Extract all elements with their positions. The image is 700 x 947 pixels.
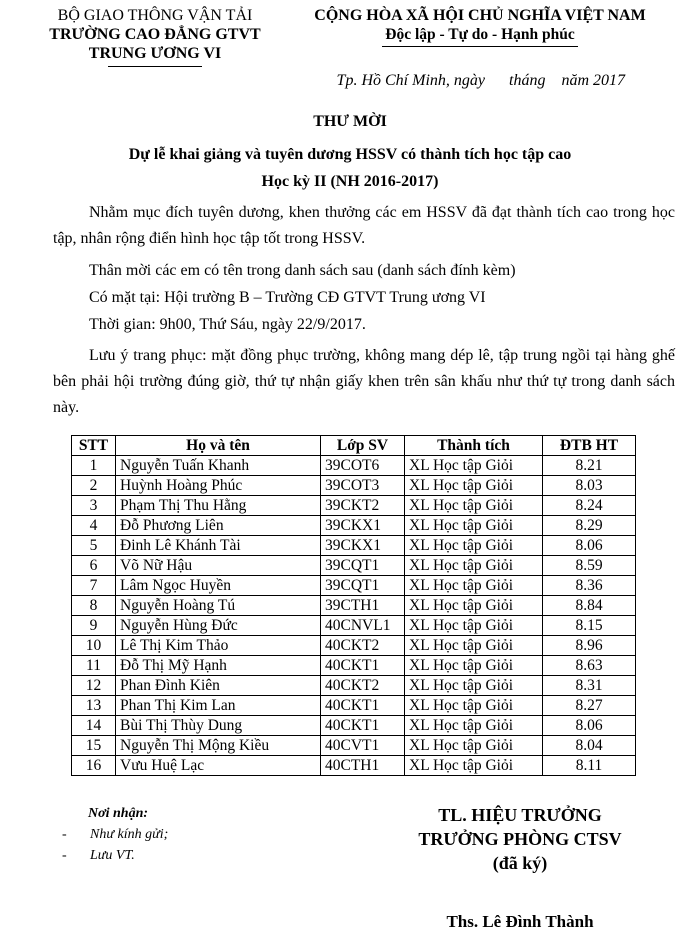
cell-gpa: 8.27	[543, 696, 636, 716]
recipient-item: - Lưu VT.	[62, 848, 135, 863]
cell-achievement: XL Học tập Giỏi	[405, 496, 543, 516]
cell-name: Nguyễn Hùng Đức	[116, 616, 321, 636]
cell-achievement: XL Học tập Giỏi	[405, 656, 543, 676]
header-name: Họ và tên	[116, 436, 321, 456]
cell-gpa: 8.63	[543, 656, 636, 676]
table-body	[72, 456, 636, 776]
cell-achievement: XL Học tập Giỏi	[405, 516, 543, 536]
cell-class: 39COT6	[321, 456, 405, 476]
cell-achievement: XL Học tập Giỏi	[405, 636, 543, 656]
cell-stt: 15	[72, 736, 116, 756]
cell-achievement: XL Học tập Giỏi	[405, 616, 543, 636]
cell-name: Nguyễn Hoàng Tú	[116, 596, 321, 616]
table-row	[72, 636, 636, 656]
paragraph-dress-note-text: Lưu ý trang phục: mặt đồng phục trường, không mang dép lê, tập trung ngồi tại hàng ghế bên phải hội trường đúng giờ, thứ tự nhận giấy khen trên sân khấu như thứ tự trong danh sách này.	[53, 347, 675, 416]
cell-class: 39CKX1	[321, 516, 405, 536]
national-title: CỘNG HÒA XÃ HỘI CHỦ NGHĨA VIỆT NAM	[314, 7, 646, 24]
cell-name: Bùi Thị Thùy Dung	[116, 716, 321, 736]
cell-name: Phan Thị Kim Lan	[116, 696, 321, 716]
recipient-item-text: Lưu VT.	[90, 848, 135, 863]
cell-gpa: 8.06	[543, 716, 636, 736]
table-row	[72, 656, 636, 676]
header-class: Lớp SV	[321, 436, 405, 456]
cell-class: 40CNVL1	[321, 616, 405, 636]
cell-stt: 9	[72, 616, 116, 636]
paragraph-purpose-text: Nhằm mục đích tuyên dương, khen thưởng các em HSSV đã đạt thành tích cao trong học tập, nhân rộng điển hình học tập tốt trong HSSV.	[53, 204, 675, 247]
cell-class: 40CKT1	[321, 716, 405, 736]
table-row	[72, 736, 636, 756]
paragraph-purpose	[53, 200, 675, 252]
cell-name: Nguyễn Thị Mộng Kiều	[116, 736, 321, 756]
cell-stt: 7	[72, 576, 116, 596]
cell-achievement: XL Học tập Giỏi	[405, 716, 543, 736]
signature-line1: TL. HIỆU TRƯỞNG	[438, 805, 602, 825]
cell-stt: 4	[72, 516, 116, 536]
cell-gpa: 8.36	[543, 576, 636, 596]
national-motto: Độc lập - Tự do - Hạnh phúc	[385, 26, 575, 43]
cell-achievement: XL Học tập Giỏi	[405, 556, 543, 576]
table-row	[72, 676, 636, 696]
cell-name: Đinh Lê Khánh Tài	[116, 536, 321, 556]
cell-gpa: 8.84	[543, 596, 636, 616]
cell-class: 39CTH1	[321, 596, 405, 616]
date-text: Tp. Hồ Chí Minh, ngày tháng năm 2017	[336, 72, 625, 89]
cell-stt: 1	[72, 456, 116, 476]
cell-class: 39COT3	[321, 476, 405, 496]
cell-name: Phan Đình Kiên	[116, 676, 321, 696]
cell-achievement: XL Học tập Giỏi	[405, 696, 543, 716]
cell-stt: 5	[72, 536, 116, 556]
table-row	[72, 696, 636, 716]
cell-stt: 3	[72, 496, 116, 516]
cell-stt: 2	[72, 476, 116, 496]
cell-achievement: XL Học tập Giỏi	[405, 596, 543, 616]
issuer-header	[40, 6, 270, 63]
cell-class: 39CQT1	[321, 556, 405, 576]
national-header	[285, 6, 675, 44]
issuer-underline	[108, 66, 202, 67]
cell-class: 39CKT2	[321, 496, 405, 516]
cell-gpa: 8.31	[543, 676, 636, 696]
table-row	[72, 616, 636, 636]
document-semester: Học kỳ II (NH 2016-2017)	[261, 173, 439, 190]
table-header-row	[72, 436, 636, 456]
cell-stt: 14	[72, 716, 116, 736]
motto-underline	[382, 46, 578, 47]
cell-name: Nguyễn Tuấn Khanh	[116, 456, 321, 476]
ministry-name: BỘ GIAO THÔNG VẬN TẢI	[57, 7, 253, 24]
cell-achievement: XL Học tập Giỏi	[405, 576, 543, 596]
document-title: THƯ MỜI	[313, 113, 387, 130]
cell-gpa: 8.24	[543, 496, 636, 516]
cell-achievement: XL Học tập Giỏi	[405, 756, 543, 776]
recipient-item: - Như kính gửi;	[62, 827, 169, 842]
table-row	[72, 536, 636, 556]
table-row	[72, 496, 636, 516]
cell-achievement: XL Học tập Giỏi	[405, 676, 543, 696]
cell-stt: 11	[72, 656, 116, 676]
cell-name: Đỗ Thị Mỹ Hạnh	[116, 656, 321, 676]
cell-class: 39CKX1	[321, 536, 405, 556]
college-name: TRƯỜNG CAO ĐẲNG GTVT	[49, 26, 261, 43]
cell-achievement: XL Học tập Giỏi	[405, 456, 543, 476]
cell-name: Phạm Thị Thu Hằng	[116, 496, 321, 516]
cell-name: Võ Nữ Hậu	[116, 556, 321, 576]
cell-stt: 10	[72, 636, 116, 656]
cell-class: 39CQT1	[321, 576, 405, 596]
paragraph-dress-note	[53, 343, 675, 421]
cell-name: Đỗ Phương Liên	[116, 516, 321, 536]
table-row	[72, 716, 636, 736]
table-row	[72, 476, 636, 496]
cell-achievement: XL Học tập Giỏi	[405, 476, 543, 496]
cell-gpa: 8.29	[543, 516, 636, 536]
cell-gpa: 8.21	[543, 456, 636, 476]
cell-stt: 8	[72, 596, 116, 616]
cell-name: Lâm Ngọc Huyền	[116, 576, 321, 596]
cell-class: 40CKT1	[321, 656, 405, 676]
recipients-heading: Nơi nhận:	[88, 806, 149, 821]
cell-gpa: 8.06	[543, 536, 636, 556]
signature-block	[390, 803, 650, 875]
paragraph-location: Có mặt tại: Hội trường B – Trường CĐ GTVT Trung ương VI	[89, 289, 486, 306]
paragraph-invitation: Thân mời các em có tên trong danh sách sau (danh sách đính kèm)	[89, 262, 516, 279]
cell-gpa: 8.04	[543, 736, 636, 756]
cell-name: Huỳnh Hoàng Phúc	[116, 476, 321, 496]
table-row	[72, 556, 636, 576]
date-line	[0, 72, 625, 90]
document-subtitle: Dự lễ khai giảng và tuyên dương HSSV có thành tích học tập cao	[128, 146, 572, 163]
signer-name: Ths. Lê Đình Thành	[446, 912, 594, 931]
cell-class: 40CVT1	[321, 736, 405, 756]
students-table	[71, 435, 636, 776]
signature-line2: TRƯỞNG PHÒNG CTSV	[418, 829, 622, 849]
header-gpa: ĐTB HT	[543, 436, 636, 456]
paragraph-time: Thời gian: 9h00, Thứ Sáu, ngày 22/9/2017.	[89, 316, 366, 333]
table-row	[72, 576, 636, 596]
cell-stt: 12	[72, 676, 116, 696]
cell-achievement: XL Học tập Giỏi	[405, 736, 543, 756]
cell-gpa: 8.11	[543, 756, 636, 776]
cell-gpa: 8.96	[543, 636, 636, 656]
college-name-line2: TRUNG ƯƠNG VI	[88, 45, 222, 62]
cell-gpa: 8.59	[543, 556, 636, 576]
cell-class: 40CTH1	[321, 756, 405, 776]
cell-stt: 6	[72, 556, 116, 576]
recipient-item-text: Như kính gửi;	[90, 827, 169, 842]
table-row	[72, 756, 636, 776]
cell-achievement: XL Học tập Giỏi	[405, 536, 543, 556]
cell-class: 40CKT2	[321, 676, 405, 696]
table-row	[72, 596, 636, 616]
cell-stt: 13	[72, 696, 116, 716]
table-row	[72, 456, 636, 476]
cell-class: 40CKT2	[321, 636, 405, 656]
signature-status: (đã ký)	[492, 853, 548, 873]
header-stt: STT	[72, 436, 116, 456]
cell-stt: 16	[72, 756, 116, 776]
cell-class: 40CKT1	[321, 696, 405, 716]
header-achievement: Thành tích	[405, 436, 543, 456]
cell-name: Lê Thị Kim Thảo	[116, 636, 321, 656]
table-row	[72, 516, 636, 536]
cell-gpa: 8.03	[543, 476, 636, 496]
cell-name: Vưu Huệ Lạc	[116, 756, 321, 776]
recipients-block	[62, 803, 322, 866]
cell-gpa: 8.15	[543, 616, 636, 636]
